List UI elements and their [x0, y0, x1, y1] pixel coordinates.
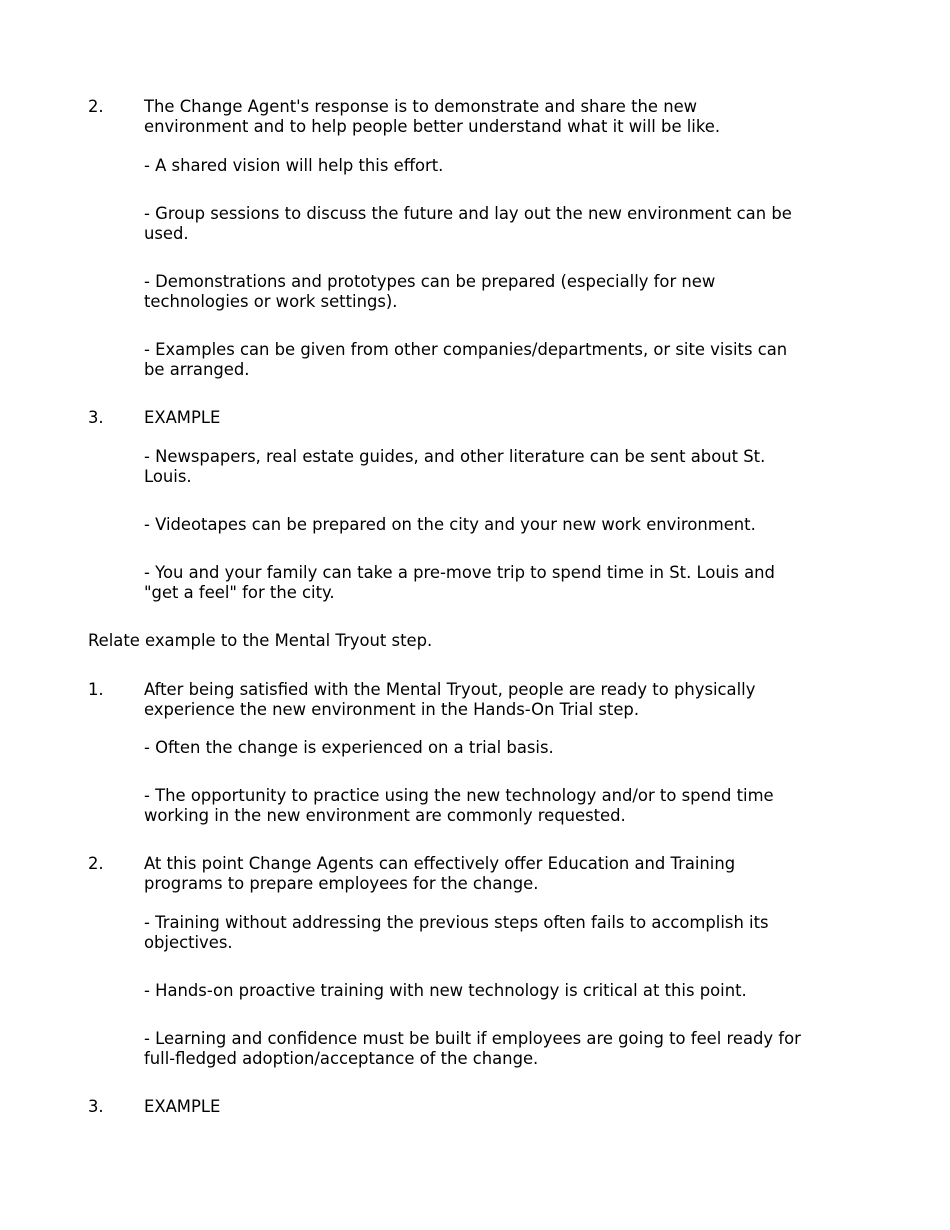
list-item-b2: [88, 854, 803, 894]
sub-bullet: - Videotapes can be prepared on the city and your new work environment.: [144, 515, 756, 534]
sub-bullet: - Demonstrations and prototypes can be prepared (especially for new technologies or work settings).: [144, 272, 716, 311]
sub-bullet: - Training without addressing the previous steps often fails to accomplish its objectives.: [144, 913, 769, 952]
sub-bullet: - You and your family can take a pre-move trip to spend time in St. Louis and "get a feel" for the city.: [144, 563, 775, 602]
item-number: 1.: [88, 680, 104, 699]
sub-bullet: - Group sessions to discuss the future and lay out the new environment can be used.: [144, 204, 792, 243]
item-text: At this point Change Agents can effectively offer Education and Training programs to prepare employees for the change.: [144, 854, 736, 893]
item-text: The Change Agent's response is to demonstrate and share the new environment and to help people better understand what it will be like.: [144, 97, 721, 136]
item-number: 3.: [88, 1097, 104, 1116]
list-item-a2: [88, 97, 803, 137]
sub-bullet: - Examples can be given from other companies/departments, or site visits can be arranged.: [144, 340, 788, 379]
sub-bullet: - Newspapers, real estate guides, and other literature can be sent about St. Louis.: [144, 447, 766, 486]
item-number: 2.: [88, 97, 104, 116]
list-item-b3: [88, 1097, 803, 1117]
item-text: EXAMPLE: [144, 1097, 221, 1116]
item-number: 3.: [88, 408, 104, 427]
relate-paragraph: Relate example to the Mental Tryout step.: [88, 631, 433, 650]
list-item-a3: [88, 408, 803, 428]
sub-bullet: - A shared vision will help this effort.: [144, 156, 444, 175]
list-item-b1: [88, 680, 803, 720]
item-text: EXAMPLE: [144, 408, 221, 427]
item-number: 2.: [88, 854, 104, 873]
item-text: After being satisfied with the Mental Tryout, people are ready to physically experience the new environment in the Hands-On Trial step.: [144, 680, 756, 719]
sub-bullet: - Hands-on proactive training with new technology is critical at this point.: [144, 981, 747, 1000]
sub-bullet: - Often the change is experienced on a trial basis.: [144, 738, 554, 757]
sub-bullet: - The opportunity to practice using the new technology and/or to spend time working in the new environment are commonly requested.: [144, 786, 774, 825]
sub-bullet: - Learning and confidence must be built if employees are going to feel ready for full-fledged adoption/acceptance of the change.: [144, 1029, 801, 1068]
